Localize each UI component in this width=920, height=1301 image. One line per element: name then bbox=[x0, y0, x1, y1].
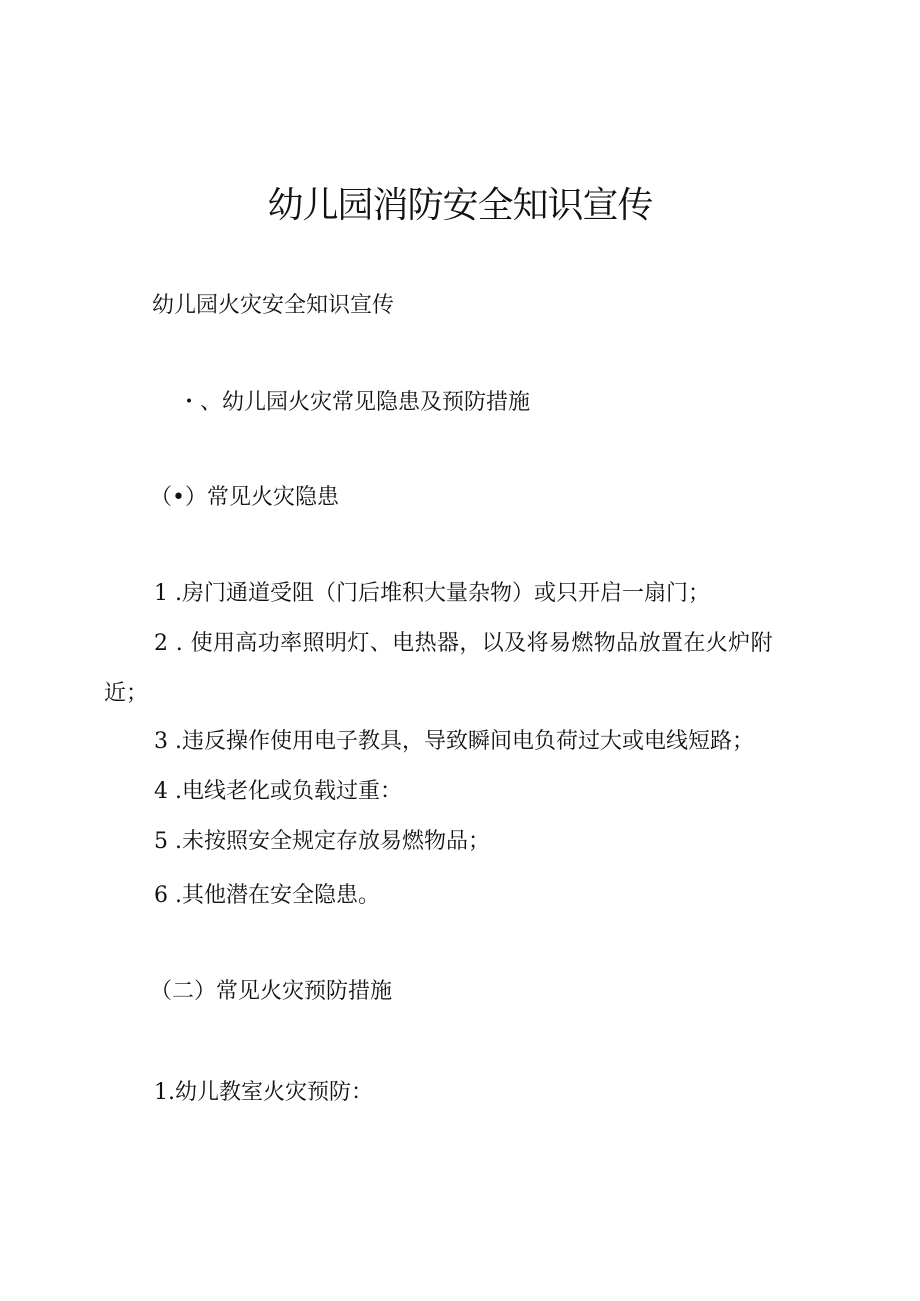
hazard-item-2-continuation: 近； bbox=[104, 681, 149, 706]
hazard-item-6: 6 .其他潜在安全隐患。 bbox=[154, 883, 380, 908]
hazard-item-3: 3 .违反操作使用电子教具，导致瞬间电负荷过大或电线短路； bbox=[154, 729, 754, 754]
subsection-heading-common-hazards: （•）常见火灾隐患 bbox=[150, 485, 339, 510]
document-title: 幼儿园消防安全知识宣传 bbox=[267, 185, 653, 226]
hazard-item-5: 5 .未按照安全规定存放易燃物品； bbox=[154, 829, 490, 854]
section-heading-hazards-and-prevention: ・、幼儿园火灾常见隐患及预防措施 bbox=[178, 390, 531, 415]
hazard-item-4: 4 .电线老化或负载过重： bbox=[154, 779, 402, 804]
intro-paragraph: 幼儿园火灾安全知识宣传 bbox=[152, 293, 395, 318]
hazard-item-1: 1 .房门通道受阻（门后堆积大量杂物）或只开启一扇门； bbox=[154, 581, 710, 606]
hazard-item-2: 2 . 使用高功率照明灯、电热器，以及将易燃物品放置在火炉附 bbox=[154, 631, 773, 656]
subsection-heading-prevention-measures: （二）常见火灾预防措施 bbox=[150, 979, 393, 1004]
measure-item-1: 1.幼儿教室火灾预防： bbox=[154, 1080, 373, 1105]
